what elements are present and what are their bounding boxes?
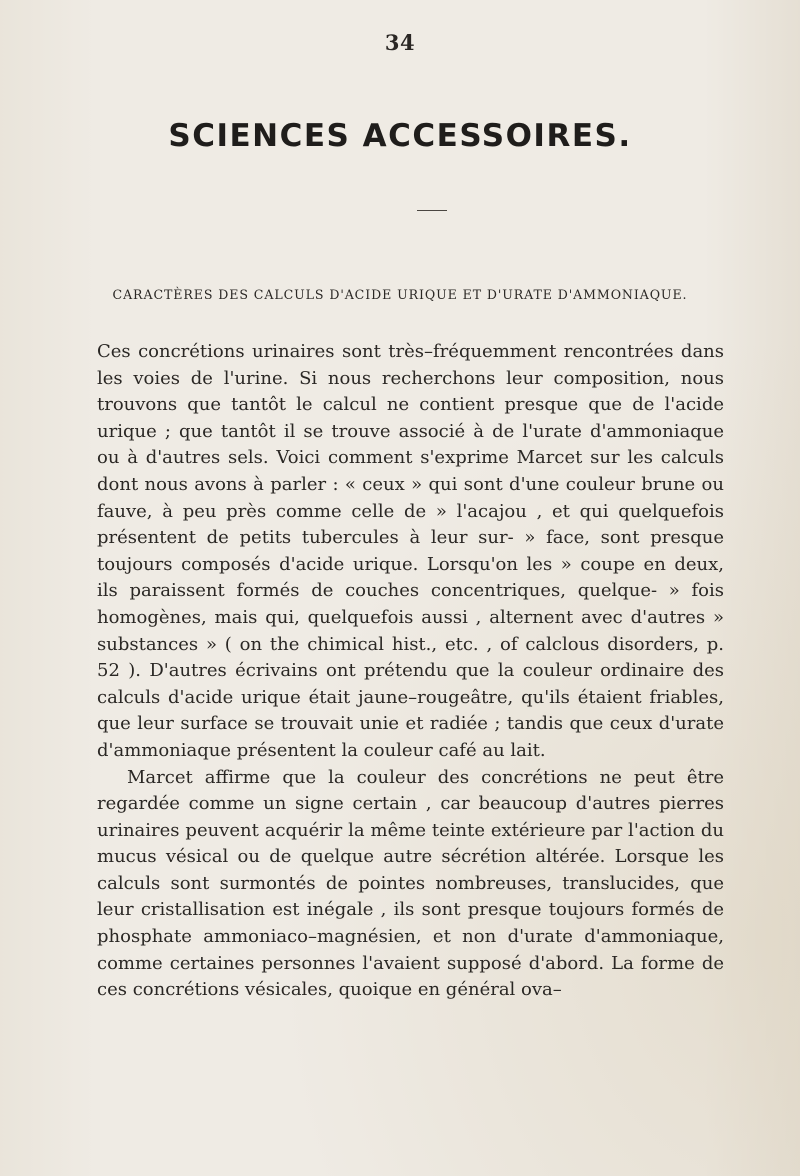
page-title: SCIENCES ACCESSOIRES.: [168, 118, 632, 154]
paragraph: Marcet affirme que la couleur des concrétions ne peut être regardée comme un signe certain , car beaucoup d'autres pierres urinaires peuvent acquérir la même teinte extérieure par l'action du mucus vésical ou de quelque autre sécrétion altérée. Lorsque les calculs sont surmontés de pointes nombreuses, translucides, que leur cristallisation est inégale , ils sont presque toujours formés de phosphate ammoniaco–magnésien, et non d'urate d'ammoniaque, comme certaines personnes l'avaient supposé d'abord. La forme de ces concrétions vésicales, quoique en général ova–: [97, 766, 724, 1001]
title-divider: [417, 210, 447, 211]
page-number: 34: [384, 30, 416, 55]
section-heading: CARACTÈRES DES CALCULS D'ACIDE URIQUE ET D'URATE D'AMMONIAQUE.: [112, 287, 688, 302]
paragraph: Ces concrétions urinaires sont très–fréquemment rencontrées dans les voies de l'urine. Si nous recherchons leur composition, nous trouvons que tantôt le calcul ne contient presque que de l'acide urique ; que tantôt il se trouve associé à de l'urate d'ammoniaque ou à d'autres sels. Voici comment s'exprime Marcet sur les calculs dont nous avons à parler : « ceux » qui sont d'une couleur brune ou fauve, à peu près comme celle de » l'acajou , et qui quelquefois présentent de petits tubercules à leur sur- » face, sont presque toujours composés d'acide urique. Lorsqu'on les » coupe en deux, ils paraissent formés de couches concentriques, quelque- » fois homogènes, mais qui, quelquefois aussi , alternent avec d'autres » substances » ( on the chimical hist., etc. , of calclous disorders, p. 52 ). D'autres écrivains ont prétendu que la couleur ordinaire des calculs d'acide urique était jaune–rougeâtre, qu'ils étaient friables, que leur surface se trouvait unie et radiée ; tandis que ceux d'urate d'ammoniaque présentent la couleur café au lait.: [97, 341, 724, 761]
body-text: [97, 339, 724, 1004]
